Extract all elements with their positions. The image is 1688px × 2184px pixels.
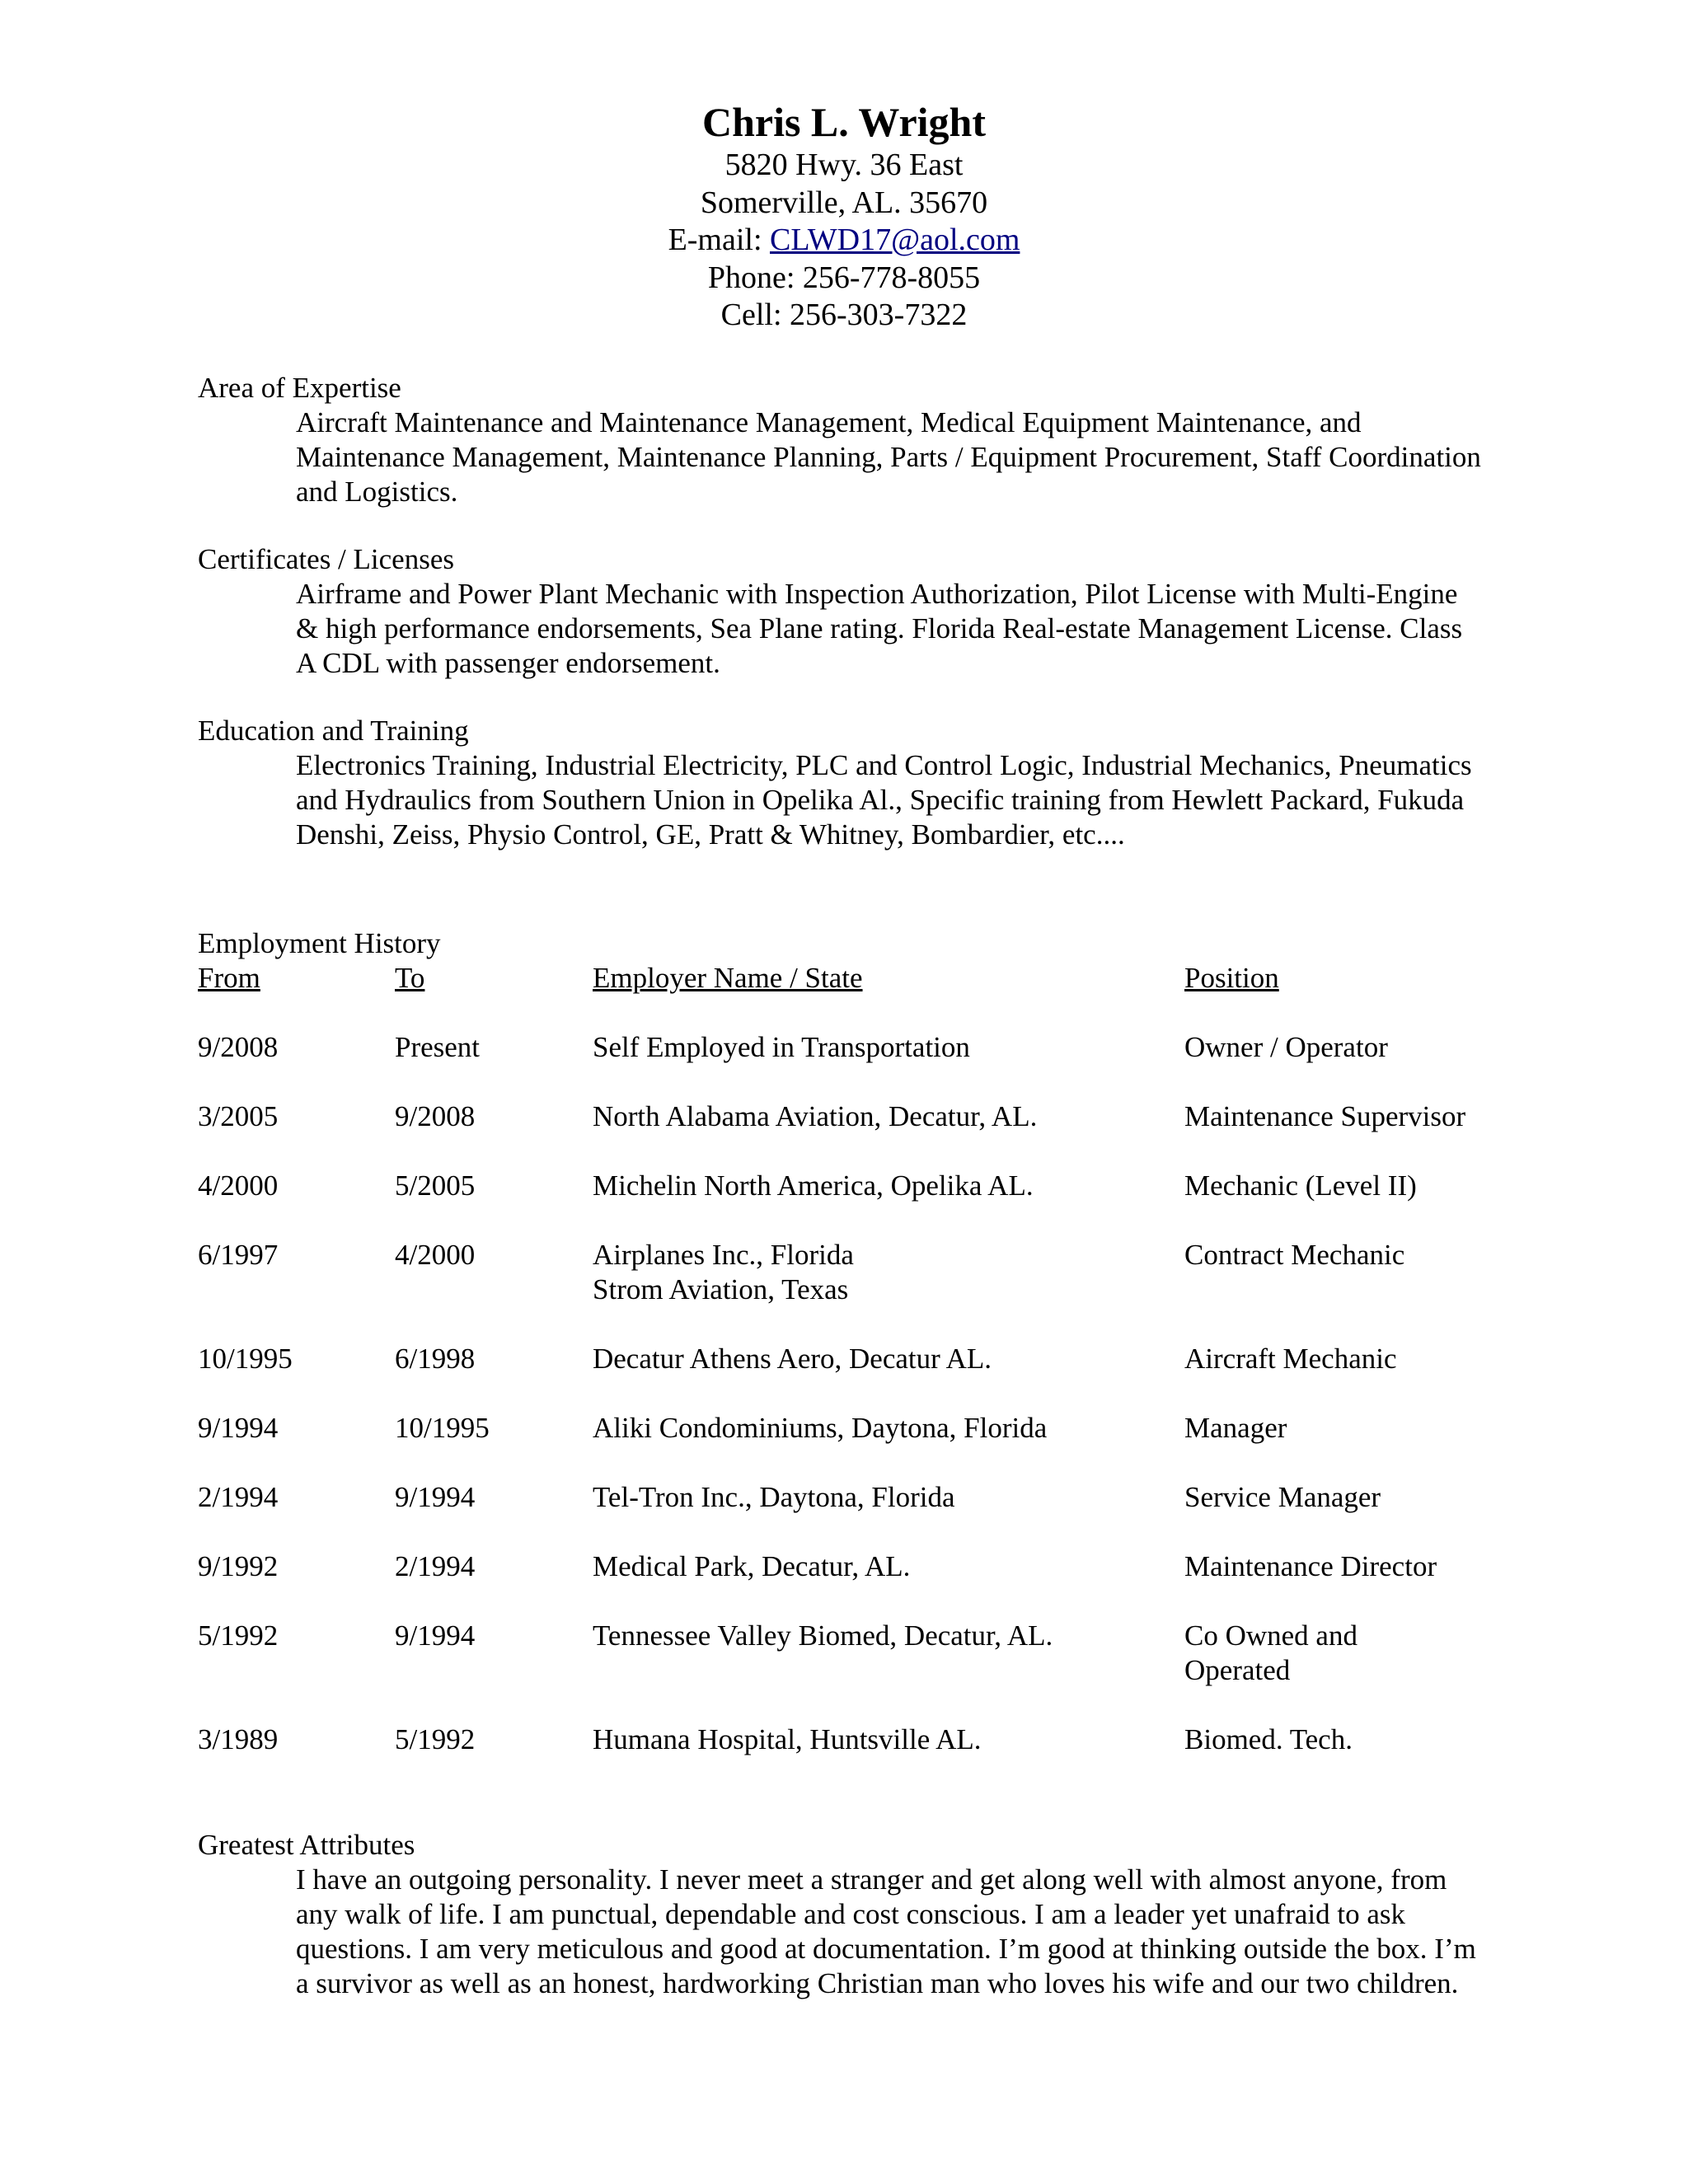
employer-name: Tel-Tron Inc., Daytona, Florida: [593, 1481, 955, 1513]
position-title: Contract Mechanic: [1184, 1239, 1405, 1271]
section-title: Area of Expertise: [198, 372, 401, 404]
employment-row: [198, 1619, 1517, 1722]
section-body: Airframe and Power Plant Mechanic with Inspection Authorization, Pilot License with Multi-Engine & high performance endorsements, Sea Plane rating. Florida Real-estate Management License. Class A CDL with passenger endorsement.: [296, 578, 1463, 679]
employer-name: Self Employed in Transportation: [593, 1031, 970, 1063]
from-date: 9/1994: [198, 1412, 279, 1444]
section-title: Education and Training: [198, 715, 469, 747]
col-header-from: From: [198, 962, 260, 994]
to-date: 9/2008: [395, 1100, 476, 1132]
email-label: E-mail:: [668, 223, 771, 257]
from-date: 3/1989: [198, 1723, 279, 1755]
section-title: Greatest Attributes: [198, 1829, 415, 1861]
employment-header-row: [198, 961, 1517, 1030]
from-date: 3/2005: [198, 1100, 279, 1132]
employer-name: Airplanes Inc., Florida Strom Aviation, Texas: [593, 1239, 854, 1305]
to-date: 10/1995: [395, 1412, 490, 1444]
employment-row: [198, 1342, 1517, 1411]
section-body: I have an outgoing personality. I never meet a stranger and get along well with almost anyone, from any walk of life. I am punctual, dependable and cost conscious. I am a leader yet unafraid to ask questions. I am very meticulous and good at documentation. I’m good at thinking outside the box. I’m a survivor as well as an honest, hardworking Christian man who loves his wife and our two children.: [296, 1863, 1476, 1999]
address-line-1: 5820 Hwy. 36 East: [724, 148, 964, 182]
employment-row: [198, 1480, 1517, 1549]
to-date: 5/1992: [395, 1723, 476, 1755]
employer-name: Michelin North America, Opelika AL.: [593, 1169, 1034, 1202]
employment-row: [198, 1549, 1517, 1619]
to-date: 9/1994: [395, 1619, 476, 1652]
position-title: Aircraft Mechanic: [1184, 1343, 1397, 1375]
section-education: [198, 714, 1484, 852]
employer-name: North Alabama Aviation, Decatur, AL.: [593, 1100, 1038, 1132]
to-date: 9/1994: [395, 1481, 476, 1513]
employer-name: Humana Hospital, Huntsville AL.: [593, 1723, 982, 1755]
position-title: Manager: [1184, 1412, 1287, 1444]
from-date: 5/1992: [198, 1619, 279, 1652]
section-body: Electronics Training, Industrial Electricity, PLC and Control Logic, Industrial Mechanics, Pneumatics and Hydraulics from Southern Union in Opelika Al., Specific training from Hewlett Packard, Fukuda Denshi, Zeiss, Physio Control, GE, Pratt & Whitney, Bombardier, etc....: [296, 749, 1472, 851]
position-title: Owner / Operator: [1184, 1031, 1388, 1063]
employer-name: Decatur Athens Aero, Decatur AL.: [593, 1343, 992, 1375]
employment-history: [198, 926, 1517, 1757]
employment-row: [198, 1238, 1517, 1342]
section-attributes: [198, 1828, 1484, 2001]
email-link[interactable]: CLWD17@aol.com: [770, 223, 1020, 257]
section-expertise: [198, 371, 1484, 509]
employment-row: [198, 1722, 1517, 1757]
section-title: Certificates / Licenses: [198, 543, 454, 575]
position-title: Biomed. Tech.: [1184, 1723, 1353, 1755]
to-date: 5/2005: [395, 1169, 476, 1202]
from-date: 10/1995: [198, 1343, 293, 1375]
to-date: Present: [395, 1031, 481, 1063]
position-title: Mechanic (Level II): [1184, 1169, 1417, 1202]
cell-line: Cell: 256-303-7322: [720, 298, 968, 332]
employment-row: [198, 1030, 1517, 1099]
col-header-employer: Employer Name / State: [593, 962, 863, 994]
col-header-position: Position: [1184, 962, 1279, 994]
employer-name: Medical Park, Decatur, AL.: [593, 1550, 911, 1582]
col-header-to: To: [395, 962, 425, 994]
from-date: 9/2008: [198, 1031, 279, 1063]
from-date: 2/1994: [198, 1481, 279, 1513]
section-body: Aircraft Maintenance and Maintenance Management, Medical Equipment Maintenance, and Maintenance Management, Maintenance Planning, Parts / Equipment Procurement, Staff Coordination and Logistics.: [296, 406, 1481, 508]
email-line: [0, 222, 1688, 260]
employment-row: [198, 1411, 1517, 1480]
from-date: 6/1997: [198, 1239, 279, 1271]
position-title: Co Owned and Operated: [1184, 1619, 1357, 1686]
position-title: Service Manager: [1184, 1481, 1381, 1513]
contact-header: [0, 97, 1688, 335]
to-date: 4/2000: [395, 1239, 476, 1271]
phone-line: Phone: 256-778-8055: [707, 260, 981, 295]
position-title: Maintenance Director: [1184, 1550, 1437, 1582]
employment-row: [198, 1169, 1517, 1238]
employer-name: Aliki Condominiums, Daytona, Florida: [593, 1412, 1048, 1444]
employer-name: Tennessee Valley Biomed, Decatur, AL.: [593, 1619, 1053, 1652]
to-date: 2/1994: [395, 1550, 476, 1582]
from-date: 4/2000: [198, 1169, 279, 1202]
position-title: Maintenance Supervisor: [1184, 1100, 1466, 1132]
employment-title: Employment History: [198, 927, 441, 959]
to-date: 6/1998: [395, 1343, 476, 1375]
applicant-name: Chris L. Wright: [701, 99, 987, 145]
employment-row: [198, 1099, 1517, 1169]
section-certificates: [198, 542, 1484, 681]
from-date: 9/1992: [198, 1550, 279, 1582]
address-line-2: Somerville, AL. 35670: [700, 185, 988, 220]
